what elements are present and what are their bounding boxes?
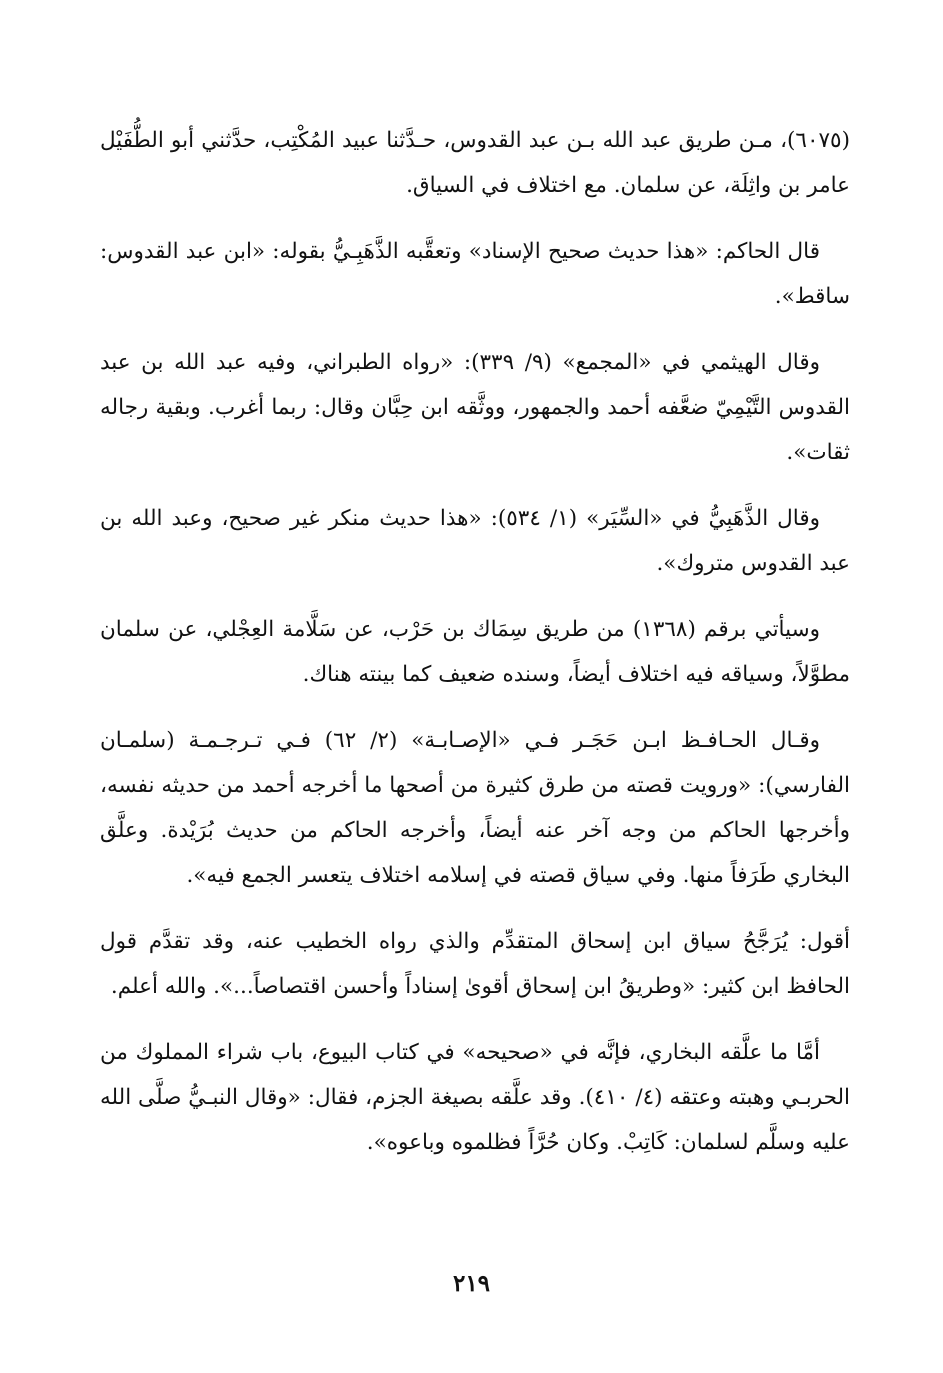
page-number: ٢١٩ <box>452 1270 491 1297</box>
paragraph-hadith-source: (٦٠٧٥)، مـن طريق عبد الله بـن عبد القدوس، حـدَّثنا عبيد المُكْتِب، حدَّثني أبو الطُّفَيْل عامر بن واثِلَة، عن سلمان. مع اختلاف في السياق. <box>100 128 850 198</box>
paragraph-dhahabi: وقال الذَّهَبِيُّ في «السِّيَر» (١/ ٥٣٤): «هذا حديث منكر غير صحيح، وعبد الله بن عبد القدوس متروك». <box>100 506 850 576</box>
paragraph-ibn-hajar: وقـال الحـافـظ ابـن حَجَـر فـي «الإصـابـة» (٢/ ٦٢) فـي تـرجـمـة (سلمـان الفارسي): «ورويت قصته من طرق كثيرة من أصحها ما أخرجه أحمد من حديثه نفسه، وأخرجها الحاكم من وجه آخر عنه أيضاً، وأخرجه الحاكم من حديث بُرَيْدة. وعلَّق البخاري طَرَفاً منها. وفي سياق قصته في إسلامه اختلاف يتعسر الجمع فيه». <box>100 728 850 888</box>
paragraph-cross-reference: وسيأتي برقم (١٣٦٨) من طريق سِمَاك بن حَرْب، عن سَلَّامة العِجْلي، عن سلمان مطوَّلاً، وسياقه فيه اختلاف أيضاً، وسنده ضعيف كما بينته هناك. <box>100 617 850 687</box>
body-text <box>100 118 850 1186</box>
paragraph-bukhari: أمَّا ما علَّقه البخاري، فإنَّه في «صحيحه» في كتاب البيوع، باب شراء المملوك من الحربـي وهبته وعتقه (٤/ ٤١٠). وقد علَّقه بصيغة الجزم، فقال: «وقال النبـيُّ صلَّى الله عليه وسلَّم لسلمان: كَاتِبْ. وكان حُرَّاً فظلموه وباعوه». <box>100 1040 851 1155</box>
paragraph-haythami: وقال الهيثمي في «المجمع» (٩/ ٣٣٩): «رواه الطبراني، وفيه عبد الله بن عبد القدوس التَّيْمِيّ ضعَّفه أحمد والجمهور، ووثَّقه ابن حِبَّان وقال: ربما أغرب. وبقية رجاله ثقات». <box>100 350 850 465</box>
paragraph-hakim: قال الحاكم: «هذا حديث صحيح الإسناد» وتعقَّبه الذَّهَبِـيُّ بقوله: «ابن عبد القدوس: ساقط». <box>100 239 850 309</box>
paragraph-author-opinion: أقول: يُرَجَّحُ سياق ابن إسحاق المتقدِّم والذي رواه الخطيب عنه، وقد تقدَّم قول الحافظ ابن كثير: «وطريقُ ابن إسحاق أقوىٰ إسناداً وأحسن اقتصاصاً...». والله أعلم. <box>100 929 850 999</box>
